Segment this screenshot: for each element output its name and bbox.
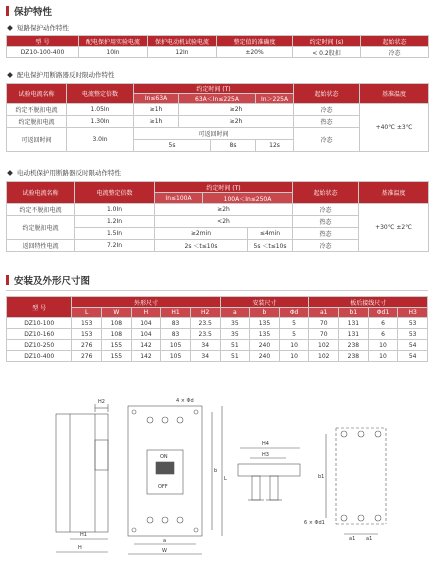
t2-cell: ≥1h bbox=[134, 104, 179, 116]
label-holes: 4 × Φd bbox=[176, 398, 194, 404]
t2-cell: 可返回时间 bbox=[7, 128, 67, 152]
terminal bbox=[177, 417, 183, 423]
t4-col-header: W bbox=[102, 308, 132, 318]
t2-header-t1: In≤63A bbox=[134, 94, 179, 104]
dimension-cell: 155 bbox=[102, 340, 132, 351]
table2-subtitle-text: 配电保护用断路器反时限动作特性 bbox=[17, 71, 115, 79]
dimension-cell: 53 bbox=[398, 329, 428, 340]
t3-cell: 热态 bbox=[293, 228, 359, 240]
dimension-cell: 34 bbox=[190, 351, 220, 362]
dimension-cell: 51 bbox=[220, 340, 250, 351]
t4-header-outer: 外形尺寸 bbox=[72, 297, 220, 308]
label-h: H bbox=[78, 545, 82, 551]
section-bar bbox=[6, 6, 9, 16]
label-h2: H2 bbox=[98, 399, 105, 405]
label-h1: H1 bbox=[80, 532, 87, 538]
outline-drawing bbox=[0, 392, 434, 569]
dimension-cell: 135 bbox=[250, 329, 280, 340]
t2-cell: 3.0In bbox=[67, 128, 134, 152]
t2-header-state: 起始状态 bbox=[294, 84, 360, 104]
dimension-cell: 35 bbox=[220, 329, 250, 340]
terminal bbox=[177, 517, 183, 523]
t2-cell: 冷态 bbox=[294, 104, 360, 116]
t3-header-test: 试验电流名称 bbox=[7, 182, 75, 204]
label-off: OFF bbox=[158, 484, 168, 490]
t4-col-header: b bbox=[250, 308, 280, 318]
label-b: b bbox=[214, 468, 218, 474]
terminal-stud bbox=[270, 476, 278, 500]
mount-hole bbox=[194, 528, 198, 532]
dimension-cell: 10 bbox=[368, 340, 398, 351]
dimension-cell: 105 bbox=[161, 351, 191, 362]
t4-col-header: H2 bbox=[190, 308, 220, 318]
dimension-cell: 102 bbox=[309, 340, 339, 351]
t2-cell: 约定脱扣电流 bbox=[7, 116, 67, 128]
dimension-cell: 238 bbox=[339, 340, 369, 351]
model-cell: DZ10-100 bbox=[7, 318, 72, 329]
t3-cell: 2s ＜t≤10s bbox=[155, 240, 248, 252]
table-row bbox=[7, 340, 428, 351]
table-row bbox=[7, 329, 428, 340]
t2-cell: 1.30In bbox=[67, 116, 134, 128]
terminal-base bbox=[238, 464, 300, 476]
t4-col-header: H3 bbox=[398, 308, 428, 318]
model-cell: DZ10-160 bbox=[7, 329, 72, 340]
table2-subtitle bbox=[8, 70, 115, 79]
t2-cell: 约定不脱扣电流 bbox=[7, 104, 67, 116]
t3-cell: 冷态 bbox=[293, 204, 359, 216]
t4-col-header: Φd1 bbox=[368, 308, 398, 318]
t2-cell: ≥2h bbox=[179, 104, 294, 116]
t1-cell: < 0.2股扣 bbox=[293, 47, 361, 58]
label-l: L bbox=[224, 476, 227, 482]
terminal bbox=[147, 517, 153, 523]
t2-header-test: 试验电流名称 bbox=[7, 84, 67, 104]
t3-cell: 1.2In bbox=[75, 216, 155, 228]
t2-cell: 8s bbox=[211, 140, 256, 152]
table3-subtitle bbox=[8, 168, 121, 177]
t3-header-t1: In≤100A bbox=[155, 193, 203, 204]
distribution-table bbox=[6, 83, 429, 152]
t3-header-temp: 基准温度 bbox=[359, 182, 429, 204]
t1-header-state: 起始状态 bbox=[361, 36, 429, 47]
dimension-cell: 131 bbox=[339, 318, 369, 329]
t2-header-t2: 63A＜In≤225A bbox=[179, 94, 256, 104]
dimension-cell: 70 bbox=[309, 318, 339, 329]
t4-col-header: Φd bbox=[279, 308, 309, 318]
mount-hole bbox=[132, 410, 136, 414]
handle bbox=[156, 462, 174, 474]
t3-cell-temp: +30℃ ±2℃ bbox=[359, 204, 429, 252]
t3-cell: <2h bbox=[155, 216, 293, 228]
t4-header-panel: 板后接线尺寸 bbox=[309, 297, 428, 308]
model-cell: DZ10-250 bbox=[7, 340, 72, 351]
t2-header-mult: 电流整定倍数 bbox=[67, 84, 134, 104]
t1-header-dist-current: 配电保护用实验电流 bbox=[79, 36, 148, 47]
t1-header-model: 型 号 bbox=[7, 36, 79, 47]
dimension-cell: 23.5 bbox=[190, 329, 220, 340]
dimension-cell: 70 bbox=[309, 329, 339, 340]
side-handle bbox=[95, 440, 108, 470]
t2-cell: 1.05In bbox=[67, 104, 134, 116]
dimension-cell: 238 bbox=[339, 351, 369, 362]
dimension-cell: 35 bbox=[220, 318, 250, 329]
label-h4: H4 bbox=[262, 441, 269, 447]
t2-cell: 冷态 bbox=[294, 128, 360, 152]
label-holes2: 6 × Φd1 bbox=[304, 520, 325, 526]
dimension-cell: 142 bbox=[131, 351, 161, 362]
dimension-cell: 5 bbox=[279, 318, 309, 329]
t1-cell: 冷态 bbox=[361, 47, 429, 58]
t3-cell: 1.5In bbox=[75, 228, 155, 240]
table-row bbox=[7, 318, 428, 329]
terminal bbox=[147, 417, 153, 423]
label-a1: a1 bbox=[349, 536, 356, 542]
dimension-cell: 104 bbox=[131, 329, 161, 340]
dimension-cell: 54 bbox=[398, 340, 428, 351]
dimension-cell: 23.5 bbox=[190, 318, 220, 329]
dimension-cell: 51 bbox=[220, 351, 250, 362]
t4-col-header: H1 bbox=[161, 308, 191, 318]
t1-header-time: 约定时间 (s) bbox=[293, 36, 361, 47]
t4-col-header: L bbox=[72, 308, 102, 318]
dimension-cell: 153 bbox=[72, 329, 102, 340]
t2-cell-temp: +40℃ ±3℃ bbox=[360, 104, 429, 152]
table-row bbox=[7, 351, 428, 362]
t3-cell: 5s ＜t≤10s bbox=[248, 240, 293, 252]
dimension-cell: 135 bbox=[250, 318, 280, 329]
label-a1: a1 bbox=[366, 536, 373, 542]
t3-cell: 约定不脱扣电流 bbox=[7, 204, 75, 216]
motor-table bbox=[6, 181, 429, 252]
dimension-cell: 108 bbox=[102, 318, 132, 329]
t4-body bbox=[7, 318, 428, 362]
terminal bbox=[162, 517, 168, 523]
panel-hole bbox=[358, 431, 364, 437]
table1-subtitle-text: 短路保护动作特性 bbox=[17, 24, 69, 32]
label-a: a bbox=[163, 538, 167, 544]
t2-header-time: 约定时间 (T) bbox=[134, 84, 294, 94]
label-b1: b1 bbox=[318, 474, 325, 480]
dimension-cell: 83 bbox=[161, 329, 191, 340]
t3-header-state: 起始状态 bbox=[293, 182, 359, 204]
dimension-cell: 102 bbox=[309, 351, 339, 362]
mount-hole bbox=[132, 528, 136, 532]
panel-view bbox=[304, 428, 386, 542]
t3-cell: 约定脱扣电流 bbox=[7, 216, 75, 240]
t3-cell: 返回特性电流 bbox=[7, 240, 75, 252]
t2-cell: 5s bbox=[134, 140, 211, 152]
dimension-cell: 105 bbox=[161, 340, 191, 351]
dimension-cell: 153 bbox=[72, 318, 102, 329]
t3-cell: 冷态 bbox=[293, 240, 359, 252]
dimension-cell: 54 bbox=[398, 351, 428, 362]
section-bar bbox=[6, 275, 9, 285]
panel-hole bbox=[375, 431, 381, 437]
t2-cell: 12s bbox=[256, 140, 294, 152]
panel-hole bbox=[358, 515, 364, 521]
section-title-text: 安装及外形尺寸图 bbox=[14, 276, 91, 287]
label-w: W bbox=[162, 548, 167, 554]
diamond-icon bbox=[7, 25, 13, 31]
panel-hole bbox=[375, 515, 381, 521]
terminal-stud bbox=[252, 476, 260, 500]
dimension-cell: 53 bbox=[398, 318, 428, 329]
t3-cell: ≤4min bbox=[248, 228, 293, 240]
diamond-icon bbox=[7, 170, 13, 176]
label-on: ON bbox=[160, 454, 168, 460]
dimension-cell: 6 bbox=[368, 318, 398, 329]
section-divider bbox=[6, 290, 428, 291]
t4-header-install: 安装尺寸 bbox=[220, 297, 309, 308]
t2-cell: 可返回时间 bbox=[134, 128, 294, 140]
dimension-cell: 10 bbox=[279, 351, 309, 362]
side-view bbox=[56, 399, 108, 552]
t3-cell: ≥2h bbox=[155, 204, 293, 216]
t3-cell: 1.0In bbox=[75, 204, 155, 216]
panel-hole bbox=[341, 431, 347, 437]
dimension-cell: 6 bbox=[368, 329, 398, 340]
dimension-cell: 34 bbox=[190, 340, 220, 351]
t3-cell: ≥2min bbox=[155, 228, 248, 240]
mount-hole bbox=[194, 410, 198, 414]
dimension-cell: 155 bbox=[102, 351, 132, 362]
terminal-view bbox=[238, 441, 300, 500]
dimension-cell: 83 bbox=[161, 318, 191, 329]
dimension-cell: 240 bbox=[250, 340, 280, 351]
t3-header-t2: 100A＜In≤250A bbox=[203, 193, 293, 204]
section-title-protection bbox=[6, 4, 52, 18]
side-body bbox=[56, 414, 108, 532]
dimension-cell: 5 bbox=[279, 329, 309, 340]
t3-header-mult: 电流整定倍数 bbox=[75, 182, 155, 204]
section-title-install bbox=[6, 273, 90, 287]
t4-header-model: 型 号 bbox=[7, 297, 72, 318]
t1-header-motor-current: 保护电动机试验电流 bbox=[148, 36, 217, 47]
dimension-cell: 108 bbox=[102, 329, 132, 340]
t2-cell: 热态 bbox=[294, 116, 360, 128]
t3-cell: 热态 bbox=[293, 216, 359, 228]
panel-hole bbox=[341, 515, 347, 521]
dimension-cell: 10 bbox=[279, 340, 309, 351]
t4-col-header: H bbox=[131, 308, 161, 318]
t2-cell: ≥1h bbox=[134, 116, 179, 128]
t4-col-header: b1 bbox=[339, 308, 369, 318]
t1-header-accuracy: 整定值的准确度 bbox=[217, 36, 293, 47]
t1-cell: 10In bbox=[79, 47, 148, 58]
front-view bbox=[128, 398, 227, 554]
t1-cell: ±20% bbox=[217, 47, 293, 58]
t4-col-header: a1 bbox=[309, 308, 339, 318]
terminal bbox=[162, 417, 168, 423]
t3-cell: 7.2In bbox=[75, 240, 155, 252]
dimension-table bbox=[6, 296, 428, 362]
dimension-cell: 142 bbox=[131, 340, 161, 351]
t1-cell: DZ10-100-400 bbox=[7, 47, 79, 58]
table1-subtitle bbox=[8, 23, 69, 32]
t1-cell: 12In bbox=[148, 47, 217, 58]
t4-col-header: a bbox=[220, 308, 250, 318]
t3-header-time: 约定时间 (T) bbox=[155, 182, 293, 193]
t2-cell: ≥2h bbox=[179, 116, 294, 128]
model-cell: DZ10-400 bbox=[7, 351, 72, 362]
dimension-cell: 104 bbox=[131, 318, 161, 329]
dimension-cell: 240 bbox=[250, 351, 280, 362]
table3-subtitle-text: 电动机保护用断路器反时限动作特性 bbox=[17, 169, 121, 177]
dimension-cell: 276 bbox=[72, 340, 102, 351]
dimension-cell: 276 bbox=[72, 351, 102, 362]
t2-header-t3: In＞225A bbox=[256, 94, 294, 104]
diamond-icon bbox=[7, 72, 13, 78]
dimension-cell: 131 bbox=[339, 329, 369, 340]
short-circuit-table bbox=[6, 35, 429, 58]
label-h3: H3 bbox=[262, 452, 269, 458]
section-title-text: 保护特性 bbox=[14, 7, 53, 18]
dimension-cell: 10 bbox=[368, 351, 398, 362]
t2-header-temp: 基准温度 bbox=[360, 84, 429, 104]
